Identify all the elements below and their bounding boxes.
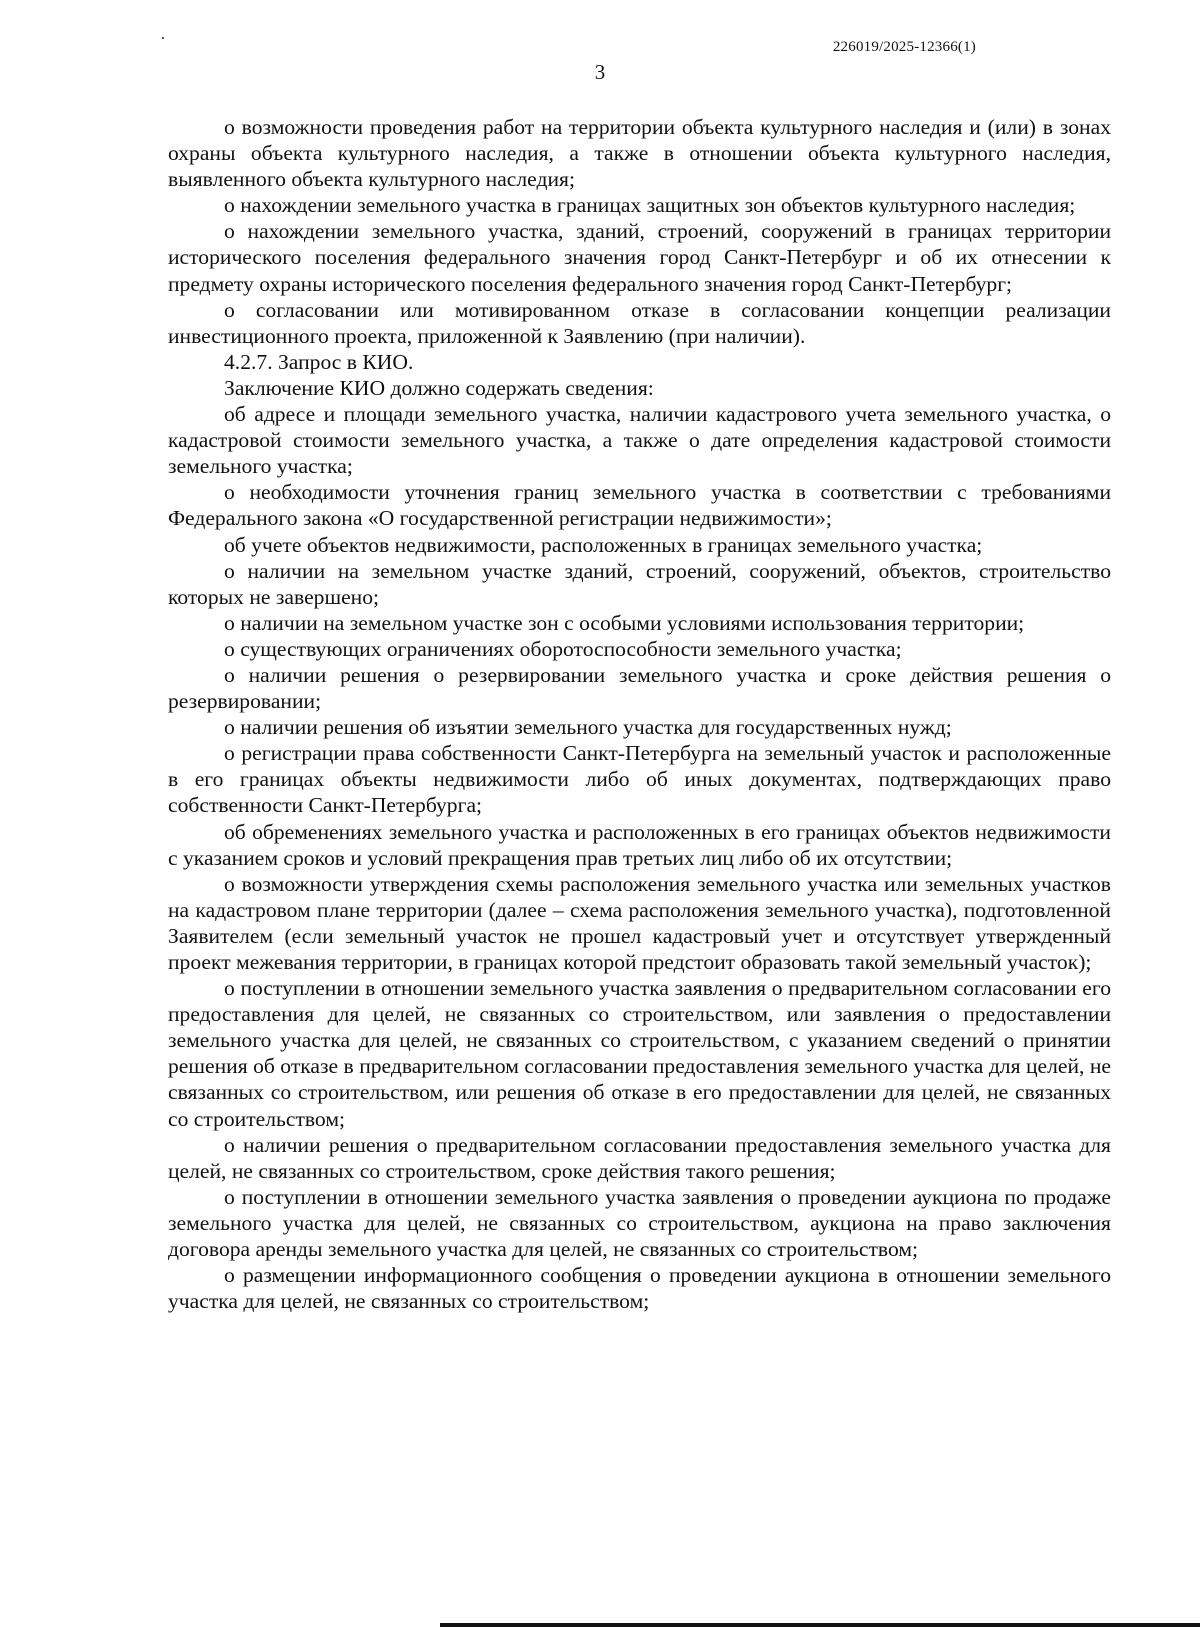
page-number: 3 (594, 60, 606, 84)
paragraph: о наличии на земельном участке зон с особыми условиями использования территории; (224, 610, 1025, 635)
scan-speck (162, 37, 164, 39)
paragraph: о наличии решения об изъятии земельного участка для государственных нужд; (224, 715, 952, 740)
paragraph: о согласовании или мотивированном отказе в согласовании концепции реализации инвестиционного проекта, приложенной к Заявлению (при наличии). (168, 297, 1111, 348)
paragraph: о наличии решения о предварительном согласовании предоставления земельного участка для целей, не связанных со строительством, сроке действия такого решения; (168, 1132, 1111, 1183)
paragraph: о возможности утверждения схемы расположения земельного участка или земельных участков на кадастровом плане территории (далее – схема расположения земельного участка), подготовленной Заявителем (если земельный участок не прошел кадастровый учет и отсутствует утвержденный проект межевания территории, в границах которой предстоит образовать такой земельный участок); (168, 871, 1111, 974)
paragraph: о необходимости уточнения границ земельного участка в соответствии с требованиями Федерального закона «О государственной регистрации недвижимости»; (168, 480, 1111, 531)
paragraph: об адресе и площади земельного участка, наличии кадастрового учета земельного участка, о кадастровой стоимости земельного участка, а также о дате определения кадастровой стоимости земельного участка; (168, 402, 1111, 479)
document-registration-number: 226019/2025-12366(1) (832, 39, 976, 55)
paragraph: о регистрации права собственности Санкт-Петербурга на земельный участок и расположенные в его границах объекты недвижимости либо об иных документах, подтверждающих право собственности Санкт-Петербурга; (168, 741, 1111, 818)
scan-edge-line (440, 1623, 1200, 1627)
paragraph: о размещении информационного сообщения о проведении аукциона в отношении земельного участка для целей, не связанных со строительством; (168, 1263, 1111, 1314)
section-heading: 4.2.7. Запрос в КИО. (224, 349, 414, 374)
paragraph: об учете объектов недвижимости, расположенных в границах земельного участка; (224, 532, 983, 557)
paragraph: об обременениях земельного участка и расположенных в его границах объектов недвижимости с указанием сроков и условий прекращения прав третьих лиц либо об их отсутствии; (168, 819, 1111, 870)
paragraph: о нахождении земельного участка, зданий, строений, сооружений в границах территории исторического поселения федерального значения город Санкт-Петербург и об их отнесении к предмету охраны исторического поселения федерального значения город Санкт-Петербург; (168, 219, 1111, 296)
paragraph: о наличии на земельном участке зданий, строений, сооружений, объектов, строительство которых не завершено; (168, 558, 1111, 609)
paragraph: о существующих ограничениях оборотоспособности земельного участка; (224, 636, 902, 661)
document-body (168, 114, 1111, 1314)
paragraph: о поступлении в отношении земельного участка заявления о предварительном согласовании его предоставления для целей, не связанных со строительством, или заявления о предоставлении земельного участка для целей, не связанных со строительством, с указанием сведений о принятии решения об отказе в предварительном согласовании предоставления земельного участка для целей, не связанных со строительством, или решения об отказе в его предоставлении для целей, не связанных со строительством; (168, 976, 1111, 1131)
paragraph: о поступлении в отношении земельного участка заявления о проведении аукциона по продаже земельного участка для целей, не связанных со строительством, аукциона на право заключения договора аренды земельного участка для целей, не связанных со строительством; (168, 1184, 1111, 1262)
paragraph: о возможности проведения работ на территории объекта культурного наследия и (или) в зонах охраны объекта культурного наследия, а также в отношении объекта культурного наследия, выявленного объекта культурного наследия; (168, 115, 1111, 192)
paragraph: о нахождении земельного участка в границах защитных зон объектов культурного наследия; (224, 193, 1076, 218)
paragraph: Заключение КИО должно содержать сведения: (224, 375, 654, 400)
paragraph: о наличии решения о резервировании земельного участка и сроке действия решения о резервировании; (168, 662, 1111, 714)
